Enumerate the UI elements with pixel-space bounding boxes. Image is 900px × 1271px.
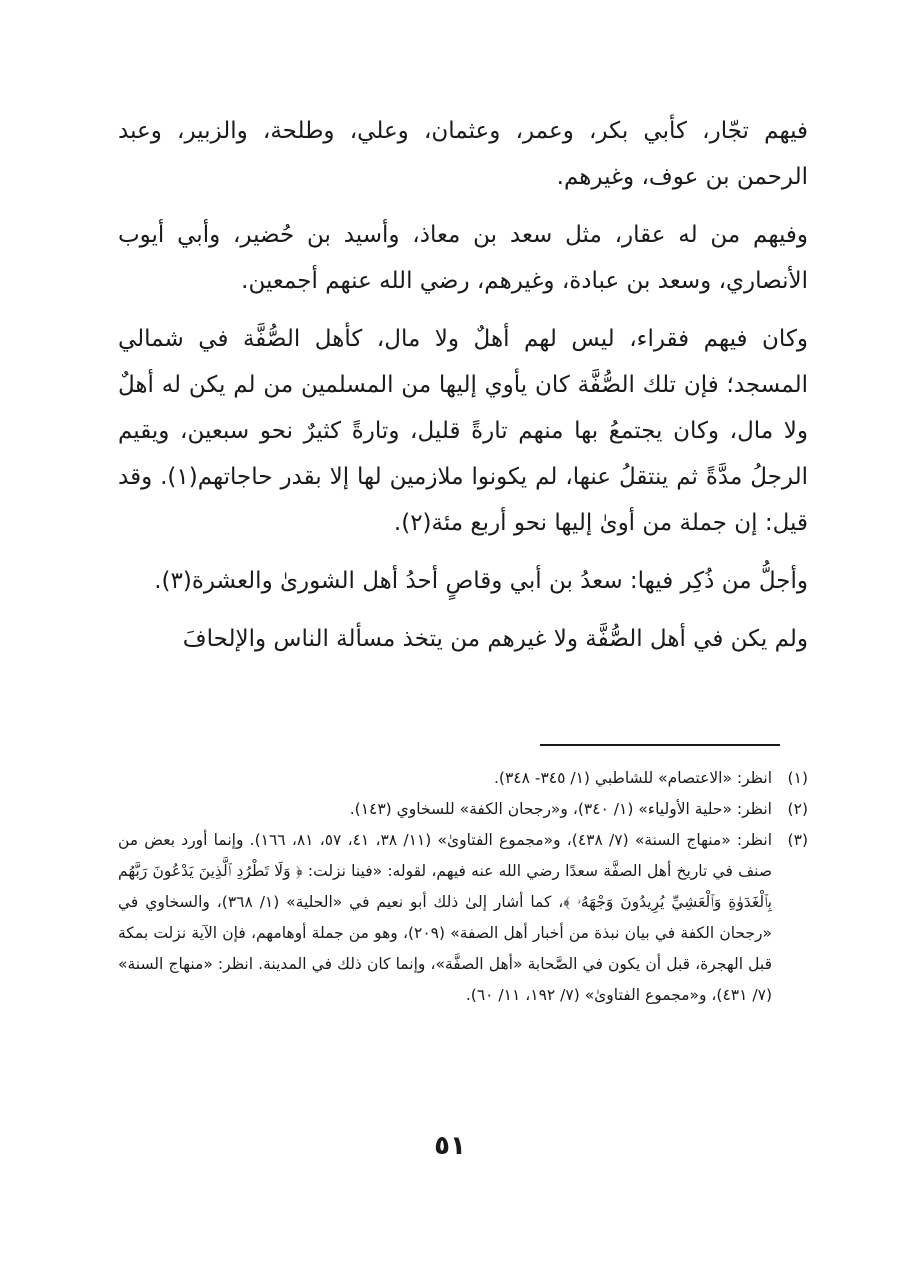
footnote-text: انظر: «منهاج السنة» (٧/ ٤٣٨)، و«مجموع الفتاوىٰ» (١١/ ٣٨، ٤١، ٥٧، ٨١، ١٦٦). وإنما أورد بعض من صنف في تاريخ أهل الصفَّة سعدًا رضي الله عنه فيهم، لقوله: «فينا نزلت: ﴿ وَلَا تَطْرُدِ ٱلَّذِينَ يَدْعُونَ رَبَّهُم بِٱلْغَدَوٰةِ وَٱلْعَشِيِّ يُرِيدُونَ وَجْهَهُۥ ﴾، كما أشار إلىٰ ذلك أبو نعيم في «الحلية» (١/ ٣٦٨)، والسخاوي في «رجحان الكفة في بيان نبذة من أخبار أهل الصفة» (٢٠٩)، وهو من جملة أوهامهم، فإن الآية نزلت بمكة قبل الهجرة، قبل أن يكون في الصَّحابة «أهل الصفَّة»، وإنما كان ذلك في المدينة. انظر: «منهاج السنة» (٧/ ٤٣١)، و«مجموع الفتاوىٰ» (٧/ ١٩٢، ١١/ ٦٠). — [118, 831, 772, 1004]
footnote-number: (٣) — [787, 831, 808, 849]
footnote — [118, 794, 808, 825]
paragraph: ولم يكن في أهل الصُّفَّة ولا غيرهم من يتخذ مسألة الناس والإلحافَ — [182, 626, 808, 652]
footnote-text: انظر: «الاعتصام» للشاطبي (١/ ٣٤٥- ٣٤٨). — [493, 769, 772, 787]
footnote-text: انظر: «حلية الأولياء» (١/ ٣٤٠)، و«رجحان الكفة» للسخاوي (١٤٣). — [349, 800, 772, 818]
paragraph: وفيهم من له عقار، مثل سعد بن معاذ، وأسيد بن حُضير، وأبي أيوب الأنصاري، وسعد بن عبادة، وغيرهم، رضي الله عنهم أجمعين. — [118, 222, 808, 294]
footnote-separator — [540, 744, 780, 746]
main-text — [118, 108, 808, 662]
footnote — [118, 825, 808, 1011]
footnote-number: (١) — [787, 769, 808, 787]
footnote — [118, 763, 808, 794]
paragraph: وأجلُّ من ذُكِر فيها: سعدُ بن أبي وقاصٍ أحدُ أهل الشورىٰ والعشرة(٣). — [154, 568, 808, 594]
paragraph: فيهم تجّار، كأبي بكر، وعمر، وعثمان، وعلي، وطلحة، والزبير، وعبد الرحمن بن عوف، وغيرهم. — [118, 118, 808, 190]
paragraph: وكان فيهم فقراء، ليس لهم أهلٌ ولا مال، كأهل الصُّفَّة في شمالي المسجد؛ فإن تلك الصُّفَّة كان يأوي إليها من المسلمين من لم يكن له أهلٌ ولا مال، وكان يجتمعُ بها منهم تارةً قليل، وتارةً كثيرٌ نحو سبعين، ويقيم الرجلُ مدَّةً ثم ينتقلُ عنها، لم يكونوا ملازمين لها إلا بقدر حاجاتهم(١). وقد قيل: إن جملة من أوىٰ إليها نحو أربع مئة(٢). — [118, 326, 808, 536]
page-number: ٥١ — [434, 1131, 466, 1161]
footnote-number: (٢) — [787, 800, 808, 818]
footnotes — [118, 763, 808, 1011]
